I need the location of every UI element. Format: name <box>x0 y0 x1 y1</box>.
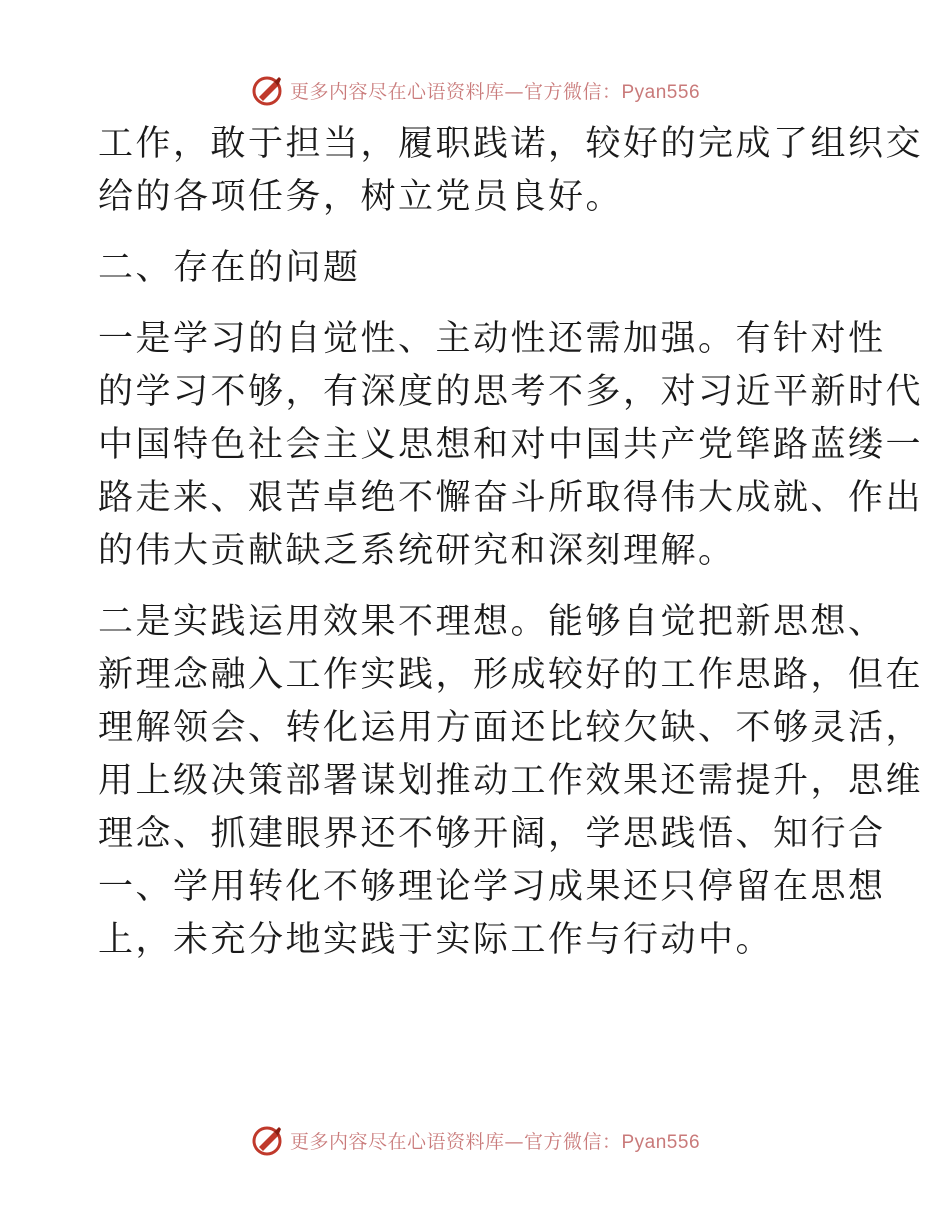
footer-banner-text: 更多内容尽在心语资料库—官方微信：Pyan556 <box>289 1130 701 1153</box>
text-line: 工作，敢于担当，履职践诺，较好的完成了组织交 <box>98 124 924 164</box>
text-line: 的学习不够，有深度的思考不多，对习近平新时代 <box>98 372 924 412</box>
footer-watermark-banner <box>0 1120 950 1160</box>
paragraph-2 <box>98 313 924 578</box>
text-line: 理解领会、转化运用方面还比较欠缺、不够灵活， <box>98 708 924 748</box>
pen-logo-icon <box>250 1123 284 1157</box>
text-line: 上，未充分地实践于实际工作与行动中。 <box>98 920 774 960</box>
section-heading: 二、存在的问题 <box>98 248 361 288</box>
text-line: 二是实践运用效果不理想。能够自觉把新思想、 <box>98 602 886 642</box>
text-line: 用上级决策部署谋划推动工作效果还需提升，思维 <box>98 761 924 801</box>
text-line: 一是学习的自觉性、主动性还需加强。有针对性 <box>98 319 886 359</box>
header-watermark-banner <box>0 70 950 110</box>
text-line: 新理念融入工作实践，形成较好的工作思路，但在 <box>98 655 924 695</box>
paragraph-1 <box>98 118 924 224</box>
document-body <box>98 118 924 967</box>
pen-logo-icon <box>250 73 284 107</box>
text-line: 理念、抓建眼界还不够开阔，学思践悟、知行合 <box>98 814 886 854</box>
text-line: 的伟大贡献缺乏系统研究和深刻理解。 <box>98 531 736 571</box>
text-line: 给的各项任务，树立党员良好。 <box>98 177 624 217</box>
text-line: 中国特色社会主义思想和对中国共产党筚路蓝缕一 <box>98 425 924 465</box>
paragraph-3 <box>98 596 924 967</box>
text-line: 路走来、艰苦卓绝不懈奋斗所取得伟大成就、作出 <box>98 478 924 518</box>
text-line: 一、学用转化不够理论学习成果还只停留在思想 <box>98 867 886 907</box>
header-banner-text: 更多内容尽在心语资料库—官方微信：Pyan556 <box>289 80 701 103</box>
